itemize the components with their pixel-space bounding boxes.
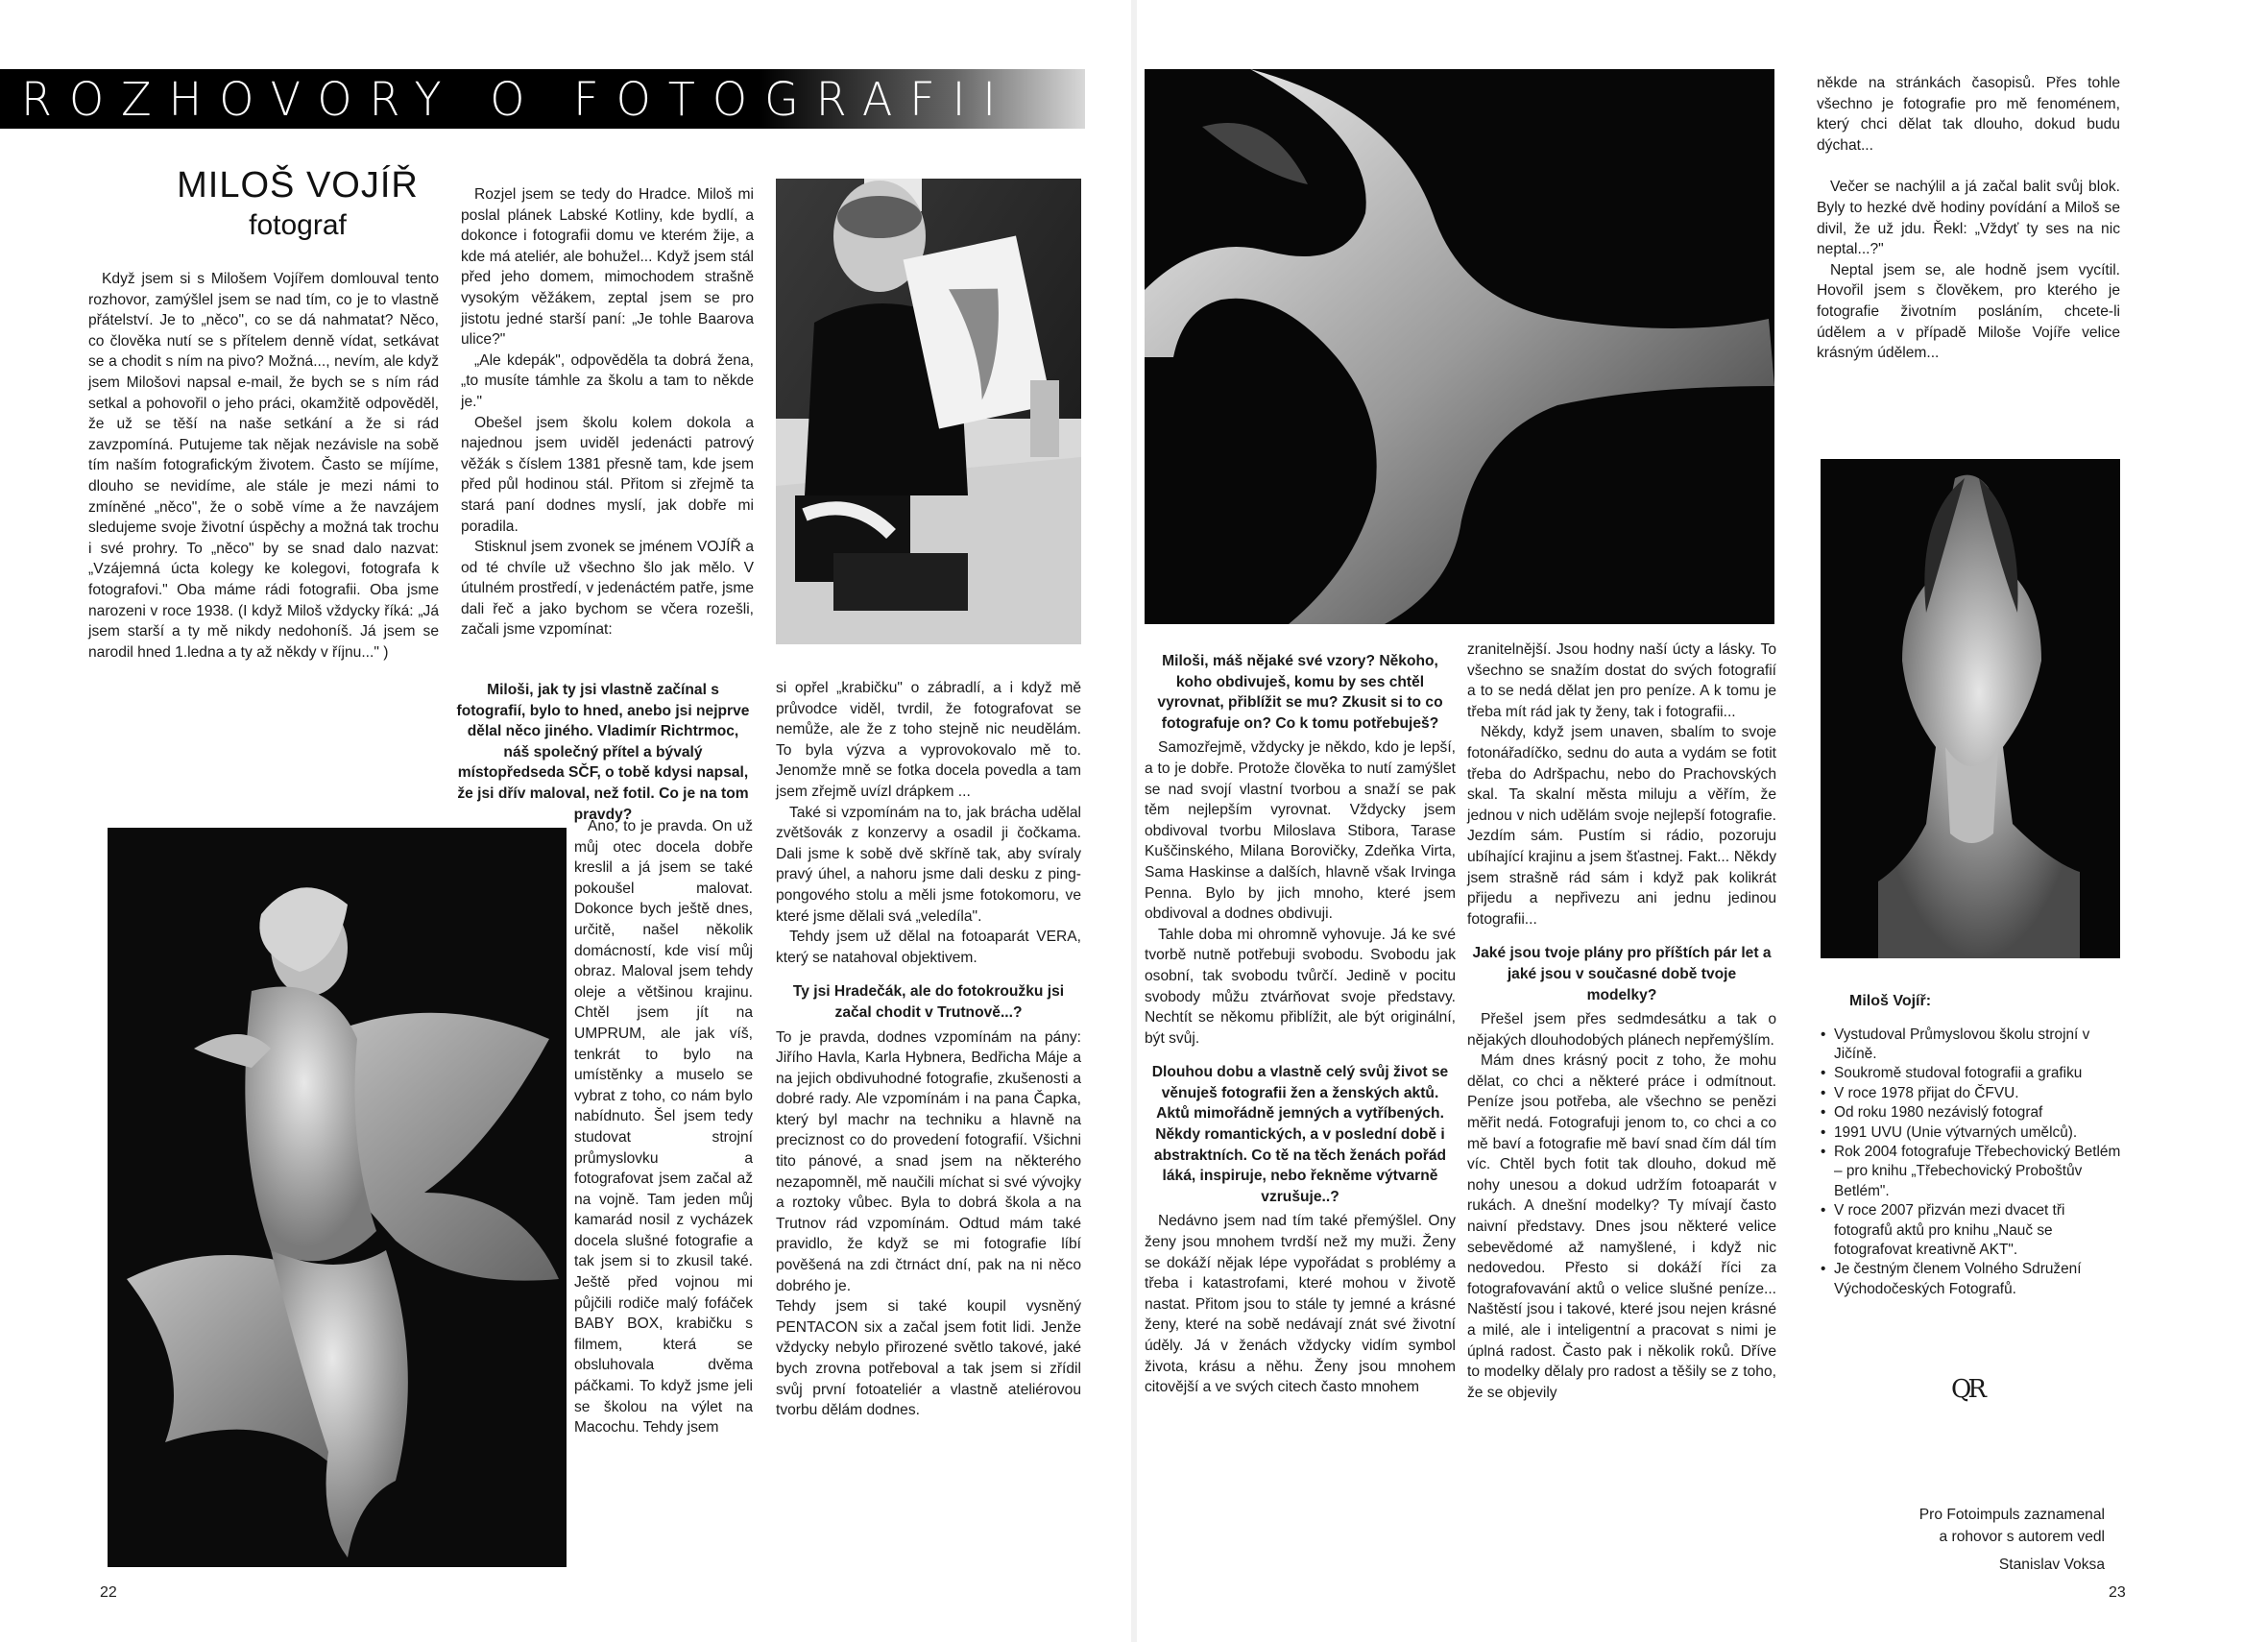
column-5 (1467, 640, 1776, 1403)
page-number-left: 22 (100, 1584, 117, 1601)
paragraph: někde na stránkách časopisů. Přes tohle všechno je fotografie pro mě fenoménem, který chci dělat tak dlouho, dokud budu dýchat... (1817, 75, 2120, 154)
bio-item: • V roce 2007 přizván mezi dvacet tři fotografů aktů pro knihu „Nauč se fotografovat kreativně AKT". (1821, 1201, 2124, 1260)
paragraph: „Ale kdepák", odpověděla ta dobrá žena, „to musíte támhle za školu a tam to někde je." (461, 351, 754, 410)
bio-item: • V roce 1978 přijat do ČFVU. (1821, 1084, 2124, 1103)
paragraph: Také si vzpomínám na to, jak brácha udělal zvětšovák z konzervy a osadil ji čočkama. Dali jsme k sobě dvě skříně tak, aby svíraly pravý úhel, a nahoru jsme dali desku z ping-pongového stolu a měli jsme fotokomoru, ve které jsme dělali svá „veledíla". (776, 804, 1081, 925)
interview-question: Miloši, máš nějaké své vzory? Někoho, koho obdivuješ, komu by ses chtěl vyrovnat, přiblížit se mu? Zkusit si to co fotografuje on? Co k tomu potřebuješ? (1157, 653, 1443, 732)
bio-item: • Rok 2004 fotografuje Třebechovický Betlém – pro knihu „Třebechovický Proboštův Betlém". (1821, 1143, 2124, 1201)
interview-question: Dlouhou dobu a vlastně celý svůj život se věnuješ fotografii žen a ženských aktů. Aktů mimořádně jemných a vytříbených. Někdy romantických, a v poslední době i abstraktních. Co tě na těch ženách pořád láká, inspiruje, nebo řekněme výtvarně vzrušuje..? (1151, 1064, 1449, 1205)
bio-item: • Soukromě studoval fotografii a grafiku (1821, 1064, 2124, 1083)
bio-sidebar (1821, 991, 2124, 1299)
bio-list (1821, 1026, 2124, 1300)
column-4 (1145, 640, 1456, 1398)
portrait-photo (776, 179, 1081, 644)
paragraph: Když jsem si s Milošem Vojířem domlouval tento rozhovor, zamýšlel jsem se nad tím, co je to vlastně přátelství. Je to „něco", co se dá nahmatat? Něco, co člověka nutí se s přítelem denně vídat, setkávat se a chodit s ním na pivo? Možná..., nevím, ale když jsem Milošovi napsal e-mail, že bych se s ním rád setkal a pohovořil o jeho práci, okamžitě odpověděl, že už se těší na naše setkání a že si rád zavzpomíná. Putujeme tak nějak nezávisle na sobě tím naším fotografickým životem. Často se míjíme, dlouho se nevidíme, ale stále je mezi námi to zmíněné „něco", že o sobě víme a že navzájem sledujeme svoje životní úspěchy a možná tak trochu i své prohry. To „něco" by se snad dalo nazvat: „Vzájemná úcta kolegy ke kolegovi, fotografa k fotografovi." Oba máme rádi fotografii. Oba jsme narozeni v roce 1938. (I když Miloš vždycky říká: „Já jsem starší a ty mě nikdy nedohoníš. Já jsem se narodil hned 1.ledna a ty až někdy v říjnu..." ) (88, 271, 439, 661)
credits (1828, 1504, 2105, 1576)
credit-line: Pro Fotoimpuls zaznamenal (1918, 1507, 2105, 1523)
interview-question: Jaké jsou tvoje plány pro příštích pár let a jaké jsou v současné době tvoje modelky? (1472, 945, 1772, 1003)
paragraph: Večer se nachýlil a já začal balit svůj blok. Byly to hezké dvě hodiny povídání a Miloš se divil, že už jdu. Řekl: „Vždyť ty ses na nic neptal...?" (1817, 179, 2120, 258)
paragraph: Tehdy jsem si také koupil vysněný PENTACON six a začal jsem fotit lidi. Jenže vždycky nebylo přirozené světlo takové, jaké bych zrovna potřeboval a tak jsem si zřídil svůj první fotoateliér a vlastně ateliérovou tvorbu dělám dodnes. (776, 1298, 1081, 1419)
paragraph: Přešel jsem přes sedmdesátku a tak o nějakých dlouhodobých plánech nepřemýšlím. (1467, 1011, 1776, 1049)
bio-item: • 1991 UVU (Unie výtvarných umělců). (1821, 1123, 2124, 1143)
bio-item: • Od roku 1980 nezávislý fotograf (1821, 1103, 2124, 1123)
section-banner (0, 69, 1085, 129)
paragraph: Ano, to je pravda. On už můj otec docela dobře kreslil a já jsem se také pokoušel malovat. Dokonce bych ještě dnes, určitě, našel několik domácností, kde visí můj obraz. Maloval jsem tehdy oleje a většinou krajinu. Chtěl jsem jít na UMPRUM, ale jak víš, tenkrát to bylo na umístěnky a muselo se vybrat z toho, co nám bylo nabídnuto. Šel jsem tedy studovat strojní průmyslovku a fotografovat jsem začal až na vojně. Tam jeden můj kamarád nosil z vycházek docela slušné fotografie a tak jsem si to zkusil také. Ještě před vojnou mi půjčili rodiče malý fofáček BABY BOX, krabičku s filmem, která se obsluhovala dvěma páčkami. To když jsme jeli se školou na výlet na Macochu. Tehdy jsem (574, 818, 753, 1437)
interview-question: Miloši, jak ty jsi vlastně začínal s fotografií, bylo to hned, anebo jsi nejprve dělal něco jiného. Vladimír Richtrmoc, náš společný přítel a bývalý místopředseda SČF, o tobě kdysi napsal, že jsi dřív maloval, než fotil. Co je na tom pravdy? (456, 682, 750, 823)
page-number-right: 23 (2109, 1584, 2126, 1601)
column-1 (88, 269, 439, 663)
paragraph: Samozřejmě, vždycky je někdo, kdo je lepší, a to je dobře. Protože člověka to nutí zamýšlet se nad svojí vlastní tvorbou a snaží se pak těm nejlepším vyrovnat. Vždycky jsem obdivoval tvorbu Miloslava Stibora, Tarase Kuščinského, Milana Borovičky, Zdeňka Virta, Sama Haskinse a dalších, hlavně však Irvinga Penna. Bylo by jich mnoho, které jsem obdivoval a dodnes obdivuji. (1145, 739, 1456, 923)
paragraph: si opřel „krabičku" o zábradlí, a i když mě průvodce viděl, tvrdil, že fotografovat se nemůže, ale že z toho stejně nic neudělám. To byla výzva a vyprovokovalo mě to. Jenomže mně se fotka docela povedla a tam jsem zřejmě uvízl drápkem ... (776, 680, 1081, 800)
bio-item: • Vystudoval Průmyslovou školu strojní v Jičíně. (1821, 1026, 2124, 1065)
paragraph: Neptal jsem se, ale hodně jsem vycítil. Hovořil jsem s člověkem, pro kterého je fotografie životním posláním, chcete-li údělem a v případě Miloše Vojíře velice krásným údělem... (1817, 261, 2120, 362)
seated-nude-photo (1821, 459, 2120, 958)
article-subtitle: fotograf (249, 209, 347, 241)
column-3 (776, 678, 1081, 1421)
column-2-continued (451, 668, 755, 829)
paragraph: Rozjel jsem se tedy do Hradce. Miloš mi poslal plánek Labské Kotliny, kde bydlí, a dokonce i fotografii domu ve kterém žije, a kde má ateliér, ale bohužel... Když jsem stál před jeho domem, mimochodem strašně vysokým věžákem, zeptal jsem se pro jistotu jedné starší paní: „Je tohle Baarova ulice?" (461, 186, 754, 349)
nude-photo-dancer (108, 828, 567, 1567)
column-6 (1817, 73, 2120, 364)
paragraph: Tehdy jsem už dělal na fotoaparát VERA, který se natahoval objektivem. (776, 929, 1081, 966)
paragraph: Stisknul jsem zvonek se jménem VOJÍŘ a od té chvíle už všechno šlo jak mělo. V útulném prostředí, v jedenáctém patře, jsme dali řeč a jako bychom se včera rozešli, začali jsme vzpomínat: (461, 539, 754, 639)
column-2 (461, 184, 754, 640)
paragraph: Obešel jsem školu kolem dokola a najednou jsem uviděl jedenácti patrový věžák s číslem 1381 přesně tam, kde jsem před půl hodinou stál. Přitom si zřejmě ta stará paní dodnes myslí, jak dobře mi poradila. (461, 414, 754, 535)
abstract-nude-photo (1145, 69, 1774, 624)
credit-author: Stanislav Voksa (1998, 1557, 2105, 1573)
bio-title: Miloš Vojíř: (1849, 993, 1932, 1009)
paragraph: Nedávno jsem nad tím také přemýšlel. Ony ženy jsou mnohem tvrdší než my muži. Ženy se dokáží nějak lépe vypořádat s problémy a třeba i katastrofami, které mohou v životě nastat. Přitom jsou to stále ty jemné a krásné ženy, které na sobě nedávají znát své životní úděly. Já v ženách vždycky vidím symbol života, krásu a něhu. Ženy jsou mnohem citovější a ve svých citech často mnohem (1145, 1213, 1456, 1396)
credit-line: a rohovor s autorem vedl (1939, 1529, 2105, 1545)
column-2-answer (574, 816, 753, 1438)
paragraph: To je pravda, dodnes vzpomínám na pány: Jiřího Havla, Karla Hybnera, Bedřicha Máje a na jejich obdivuhodné fotografie, zkušenosti a dobré rady. Ale vzpomínám i na pana Čapka, který byl machr na techniku a hlavně na preciznost co do provedení fotografií. Všichni tito pánové, a snad jsem na některého nezapomněl, mě naučili míchat si své vývojky a roztoky vůbec. Byla to dobrá škola a na Trutnov rád vzpomínám. Odtud mám také pravidlo, že když se mi fotografie líbí pověšená na zdi čtrnáct dní, pak na ni něco dobrého je. (776, 1028, 1081, 1294)
banner-title: ROZHOVORY O FOTOGRAFII (21, 71, 1013, 127)
page-right (1137, 0, 2268, 1642)
bio-item: • Je čestným členem Volného Sdružení Východočeských Fotografů. (1821, 1260, 2124, 1299)
paragraph: Někdy, když jsem unaven, sbalím to svoje fotonářadíčko, sednu do auta a vydám se fotit třeba do Adršpachu, nebo do Prachovských skal. Ta skalní města miluju a věřím, že jednou v nich udělám svoje nejlepší fotografie. Jezdím sám. Pustím si rádio, pozoruju ubíhající krajinu a jsem šťastnej. Fakt... Někdy jsem strašně rád sám i když pak kolikrát přijedu a nepřivezu ani jednu jedinou fotografii... (1467, 724, 1776, 928)
paragraph: zranitelnější. Jsou hodny naší úcty a lásky. To všechno se snažím dostat do svých fotografií a to se nedá dělat jen pro peníze. A k tomu je třeba mít rád jak ty ženy, tak i fotografii... (1467, 641, 1776, 720)
author-signature-logo: QR (1951, 1375, 1983, 1404)
paragraph: Mám dnes krásný pocit z toho, že mohu dělat, co chci a některé práce i odmítnout. Peníze jsou potřeba, ale všechno se penězi měřit nedá. Fotografuji jenom to, co chci a co mě baví a fotografie mě baví snad čím dál tím víc. Chtěl bych fotit tak dlouho, dokud mě nohy unesou a dokud udržím fotoaparát v rukách. A dnešní modelky? Ty mívají často naivní představy. Dnes jsou některé velice sebevědomé až namyšlené, i když nic nedovedou. Přesto si dokáží říci za fotografovavání aktů o velice slušné peníze... Naštěstí jsou i takové, které jsou nejen krásné a milé, ale i inteligentní a pracovat s nimi je úplná radost. Často pak i několik roků. Dříve to modelky dělaly pro radost a těšily se z toho, že se objevily (1467, 1052, 1776, 1401)
article-title: MILOŠ VOJÍŘ (177, 165, 419, 205)
page-left (0, 0, 1131, 1642)
interview-question: Ty jsi Hradečák, ale do fotokroužku jsi začal chodit v Trutnově...? (792, 983, 1065, 1021)
paragraph: Tahle doba mi ohromně vyhovuje. Já ke své tvorbě nutně potřebuji svobodu. Svobodu jak osobní, tak svobodu tvůrčí. Jedině v pocitu svobody můžu ztvárňovat svoje představy. Nechtít se někomu přiblížit, ale být originální, být svůj. (1145, 926, 1456, 1047)
